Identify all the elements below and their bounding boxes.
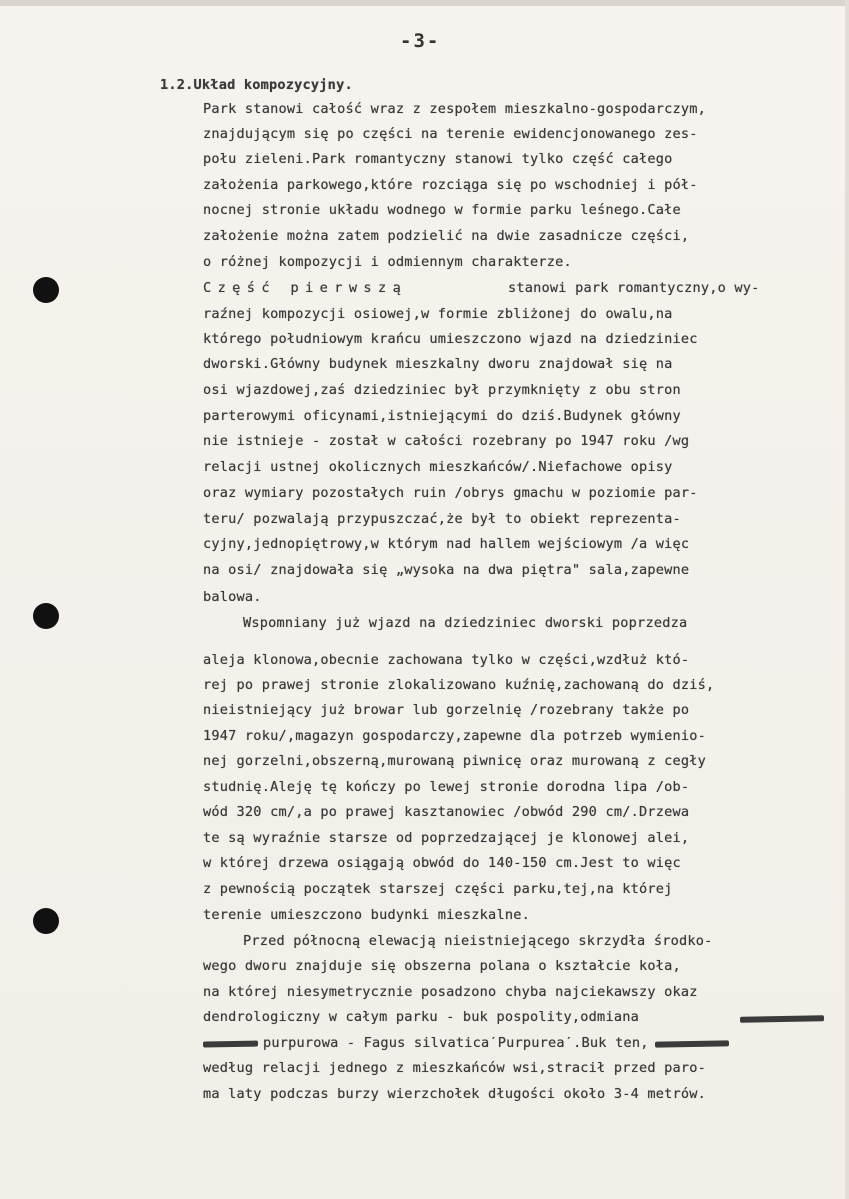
text-line: raźnej kompozycji osiowej,w formie zbliżonej do owalu,na [203, 306, 673, 322]
text-line: balowa. [203, 589, 262, 605]
text-line: terenie umieszczono budynki mieszkalne. [203, 907, 530, 923]
punch-hole-icon [33, 277, 59, 303]
text-line: połu zieleni.Park romantyczny stanowi tylko część całego [203, 151, 673, 167]
text-line: o różnej kompozycji i odmiennym charakterze. [203, 254, 572, 270]
strikethrough-mark [203, 1041, 258, 1048]
text-line: wód 320 cm/,a po prawej kasztanowiec /obwód 290 cm/.Drzewa [203, 804, 690, 820]
text-line: Przed północną elewacją nieistniejącego skrzydła środko- [243, 933, 713, 949]
text-line: na osi/ znajdowała się „wysoka na dwa piętra" sala,zapewne [203, 562, 690, 578]
spaced-emphasis: Część pierwszą [203, 280, 408, 296]
scan-edge-right [845, 0, 849, 1199]
text-line: założenia parkowego,które rozciąga się po wschodniej i pół- [203, 177, 698, 193]
text-line: z pewnością początek starszej części parku,tej,na której [203, 881, 673, 897]
text-line: na której niesymetrycznie posadzono chyba najciekawszy okaz [203, 984, 698, 1000]
text-line: nieistniejący już browar lub gorzelnię /rozebrany także po [203, 702, 690, 718]
strikethrough-mark [740, 1015, 824, 1022]
text-line: dworski.Główny budynek mieszkalny dworu znajdował się na [203, 356, 673, 372]
page-number: -3- [400, 30, 441, 52]
text-line: rej po prawej stronie zlokalizowano kuźnię,zachowaną do dziś, [203, 677, 715, 693]
text-line: założenie można zatem podzielić na dwie zasadnicze części, [203, 228, 690, 244]
text-line: oraz wymiary pozostałych ruin /obrys gmachu w poziomie par- [203, 485, 698, 501]
text-line: 1947 roku/,magazyn gospodarczy,zapewne dla potrzeb wymienio- [203, 728, 707, 744]
text-line: dendrologiczny w całym parku - buk pospolity,odmiana [203, 1009, 639, 1025]
text-line: stanowi park romantyczny,o wy- [508, 280, 760, 296]
text-line: te są wyraźnie starsze od poprzedzającej je klonowej alei, [203, 830, 690, 846]
text-line: nocnej stronie układu wodnego w formie parku leśnego.Całe [203, 202, 681, 218]
strikethrough-mark [655, 1040, 729, 1047]
punch-hole-icon [33, 603, 59, 629]
text-line: nie istnieje - został w całości rozebrany po 1947 roku /wg [203, 433, 690, 449]
punch-hole-icon [33, 908, 59, 934]
text-line: purpurowa - Fagus silvaticaˊPurpureaˊ.Buk ten, [263, 1035, 649, 1051]
text-line: osi wjazdowej,zaś dziedziniec był przymknięty z obu stron [203, 382, 681, 398]
text-line: wego dworu znajduje się obszerna polana o kształcie koła, [203, 958, 681, 974]
text-line: w której drzewa osiągają obwód do 140-150 cm.Jest to więc [203, 855, 681, 871]
text-line: Park stanowi całość wraz z zespołem mieszkalno-gospodarczym, [203, 101, 707, 117]
text-line: nej gorzelni,obszerną,murowaną piwnicę oraz murowaną z cegły [203, 753, 707, 769]
text-line: którego południowym krańcu umieszczono wjazd na dziedziniec [203, 331, 698, 347]
text-line: według relacji jednego z mieszkańców wsi,stracił przed paro- [203, 1060, 707, 1076]
text-line: studnię.Aleję tę kończy po lewej stronie dorodna lipa /ob- [203, 779, 690, 795]
text-line: parterowymi oficynami,istniejącymi do dziś.Budynek główny [203, 408, 681, 424]
scan-edge-top [0, 0, 849, 6]
section-heading: 1.2.Układ kompozycyjny. [160, 77, 353, 93]
text-line: cyjny,jednopiętrowy,w którym nad hallem wejściowym /a więc [203, 536, 690, 552]
text-line: teru/ pozwalają przypuszczać,że był to obiekt reprezenta- [203, 511, 681, 527]
text-line: ma laty podczas burzy wierzchołek długości około 3-4 metrów. [203, 1086, 707, 1102]
text-line: relacji ustnej okolicznych mieszkańców/.Niefachowe opisy [203, 459, 673, 475]
text-line: Wspomniany już wjazd na dziedziniec dworski poprzedza [243, 615, 688, 631]
text-line: znajdującym się po części na terenie ewidencjonowanego zes- [203, 126, 698, 142]
text-line: aleja klonowa,obecnie zachowana tylko w części,wzdłuż któ- [203, 652, 690, 668]
